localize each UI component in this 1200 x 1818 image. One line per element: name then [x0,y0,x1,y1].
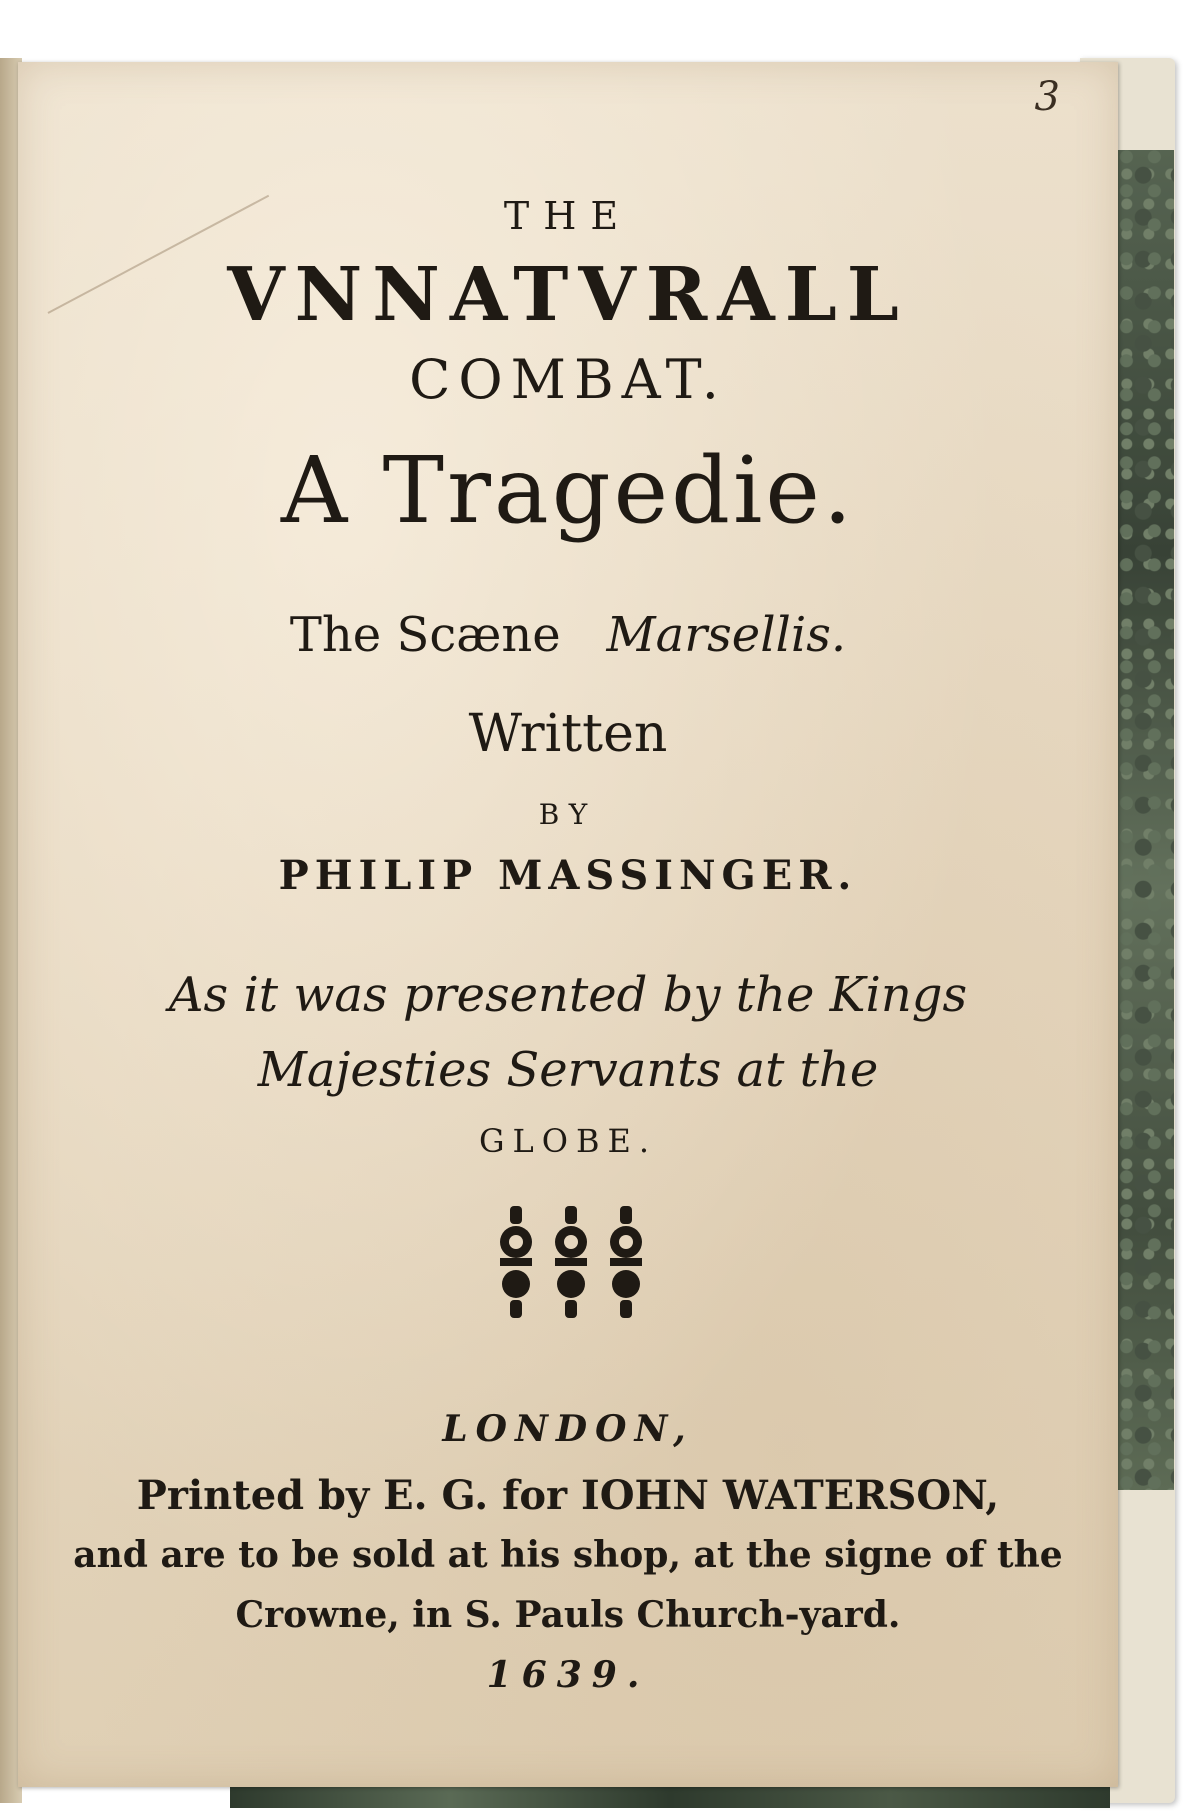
imprint-address: Crowne, in S. Pauls Church-yard. [235,1594,901,1636]
scene-label: The Scæne [289,607,561,663]
scene-place: Marsellis. [606,607,847,663]
performance-line-2: Majesties Servants at the [257,1042,879,1098]
imprint-sold: and are to be sold at his shop, at the signe of the [73,1534,1063,1576]
written-label: Written [468,704,668,764]
imprint-year: 1639. [486,1654,650,1696]
performance-line-1: As it was presented by the Kings [168,967,968,1023]
page-number: 3 [1034,74,1060,120]
imprint-printer: Printed by E. G. for IOHN WATERSON, [136,1472,1000,1519]
title-main: VNNATVRALL [227,252,909,338]
bottom-marbled-edge [230,1784,1110,1808]
author-name: PHILIP MASSINGER. [278,852,858,899]
scene-line [18,607,1118,663]
genre-heading: A Tragedie. [280,437,856,544]
printers-ornament [486,1202,656,1322]
title-page [18,62,1118,1787]
title-article: THE [503,194,633,238]
imprint-city: LONDON, [442,1408,694,1450]
by-label: BY [538,798,598,831]
title-sub: COMBAT. [409,348,727,411]
marbled-endpaper [1118,150,1174,1490]
performance-line-3: GLOBE. [478,1122,658,1160]
